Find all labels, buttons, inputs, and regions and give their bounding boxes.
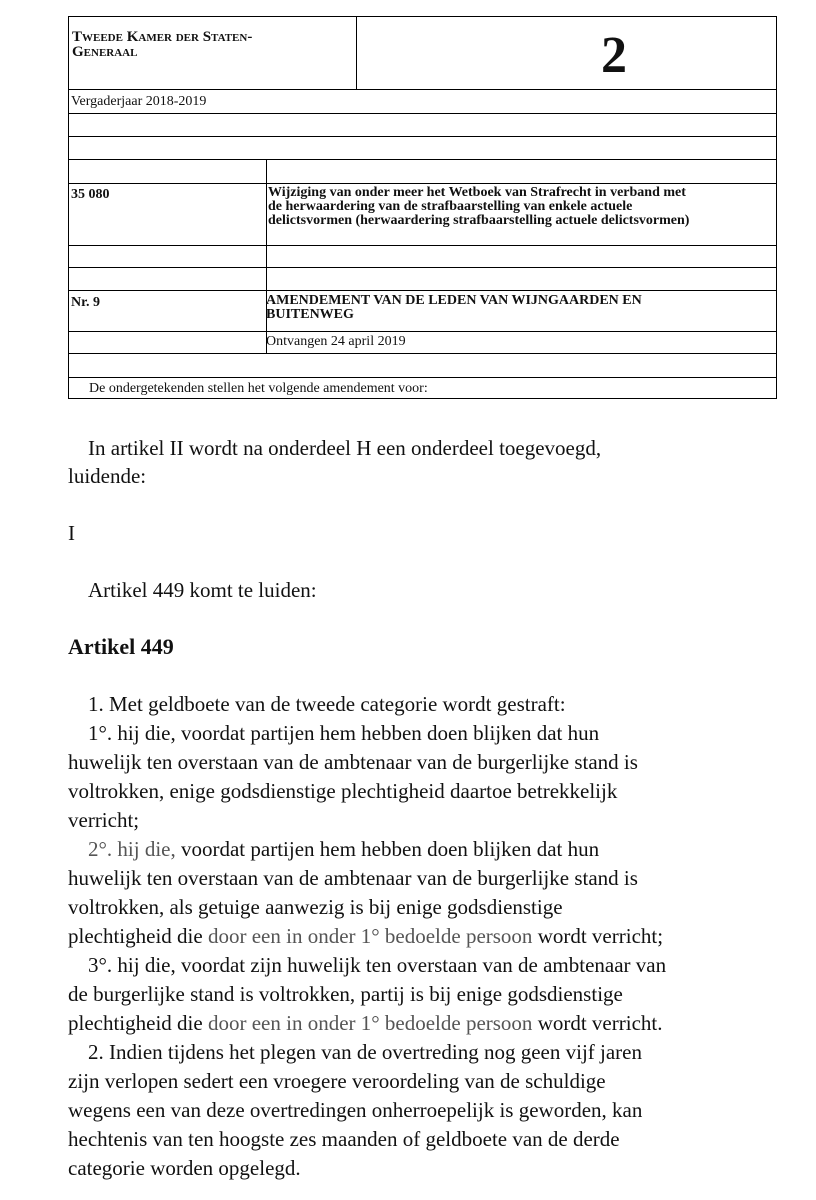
amendment-title-line-1: AMENDEMENT VAN DE LEDEN VAN WIJNGAARDEN EN [266, 293, 642, 308]
chamber-name-line1: Tweede Kamer der Staten- [72, 29, 253, 45]
document-header-table [68, 16, 777, 399]
paragraph-line: luidende: [68, 464, 147, 488]
header-divider-vertical [266, 159, 267, 353]
subject-text [268, 186, 689, 228]
struck-text: door een in onder 1° bedoelde persoon [207, 924, 533, 948]
part-label: I [68, 521, 75, 545]
struck-text: 2°. hij die, [88, 837, 176, 861]
header-divider-horizontal [69, 183, 776, 184]
item-3-line: 3°. hij die, voordat zijn huwelijk ten overstaan van de ambtenaar van [88, 953, 667, 977]
received-date: Ontvangen 24 april 2019 [266, 334, 406, 349]
header-divider-horizontal [69, 267, 776, 268]
header-divider-horizontal [69, 290, 776, 291]
subject-line-1: Wijziging van onder meer het Wetboek van Strafrecht in verband met [268, 185, 686, 200]
section-2-line: categorie worden opgelegd. [68, 1156, 301, 1180]
subject-line-3: delictsvormen (herwaardering strafbaarstelling actuele delictsvormen) [268, 213, 690, 228]
header-divider-horizontal [69, 331, 776, 332]
struck-text: door een in onder 1° bedoelde persoon [207, 1011, 533, 1035]
item-3-line [68, 1010, 662, 1036]
item-1-line: huwelijk ten overstaan van de ambtenaar van de burgerlijke stand is [68, 750, 638, 774]
item-2-line [68, 923, 663, 949]
header-divider-horizontal [69, 353, 776, 354]
dossier-number: 35 080 [71, 187, 110, 202]
header-divider-horizontal [69, 113, 776, 114]
intro-sentence: De ondergetekenden stellen het volgende amendement voor: [89, 381, 428, 396]
header-divider-horizontal [69, 89, 776, 90]
paragraph-line: In artikel II wordt na onderdeel H een onderdeel toegevoegd, [88, 436, 602, 460]
amendment-title [266, 294, 642, 322]
item-2-line: voltrokken, als getuige aanwezig is bij enige godsdienstige [68, 895, 563, 919]
section-2-line: zijn verlopen sedert een vroegere veroordeling van de schuldige [68, 1069, 606, 1093]
document-number: 2 [601, 27, 627, 84]
session-year: Vergaderjaar 2018-2019 [71, 94, 207, 109]
section-2-line: wegens een van deze overtredingen onherroepelijk is geworden, kan [68, 1098, 643, 1122]
text-run: wordt verricht. [532, 1011, 663, 1035]
header-divider-horizontal [69, 159, 776, 160]
text-run: plechtigheid die [68, 924, 208, 948]
amendment-title-line-2: BUITENWEG [266, 307, 354, 322]
chamber-name-line2: Generaal [72, 44, 138, 60]
section-2-line: 2. Indien tijdens het plegen van de overtreding nog geen vijf jaren [88, 1040, 642, 1064]
header-divider-horizontal [69, 377, 776, 378]
item-number: Nr. 9 [71, 295, 101, 310]
item-3-line: de burgerlijke stand is voltrokken, partij is bij enige godsdienstige [68, 982, 623, 1006]
item-1-line: voltrokken, enige godsdienstige plechtigheid daartoe betrekkelijk [68, 779, 618, 803]
paragraph-line: Artikel 449 komt te luiden: [88, 578, 317, 602]
chamber-name [72, 30, 352, 60]
item-2-line: huwelijk ten overstaan van de ambtenaar van de burgerlijke stand is [68, 866, 638, 890]
header-divider-horizontal [69, 136, 776, 137]
section-2-line: hechtenis van ten hoogste zes maanden of geldboete van de derde [68, 1127, 620, 1151]
text-run: voordat partijen hem hebben doen blijken dat hun [175, 837, 600, 861]
article-heading: Artikel 449 [68, 634, 174, 659]
subject-line-2: de herwaardering van de strafbaarstelling van enkele actuele [268, 199, 633, 214]
text-run: plechtigheid die [68, 1011, 208, 1035]
item-1-line: 1°. hij die, voordat partijen hem hebben doen blijken dat hun [88, 721, 600, 745]
section-1-line: 1. Met geldboete van de tweede categorie wordt gestraft: [88, 692, 566, 716]
text-run: wordt verricht; [532, 924, 664, 948]
item-2-line [88, 836, 599, 862]
item-1-line: verricht; [68, 808, 140, 832]
header-divider-horizontal [69, 245, 776, 246]
header-divider-vertical [356, 17, 357, 89]
